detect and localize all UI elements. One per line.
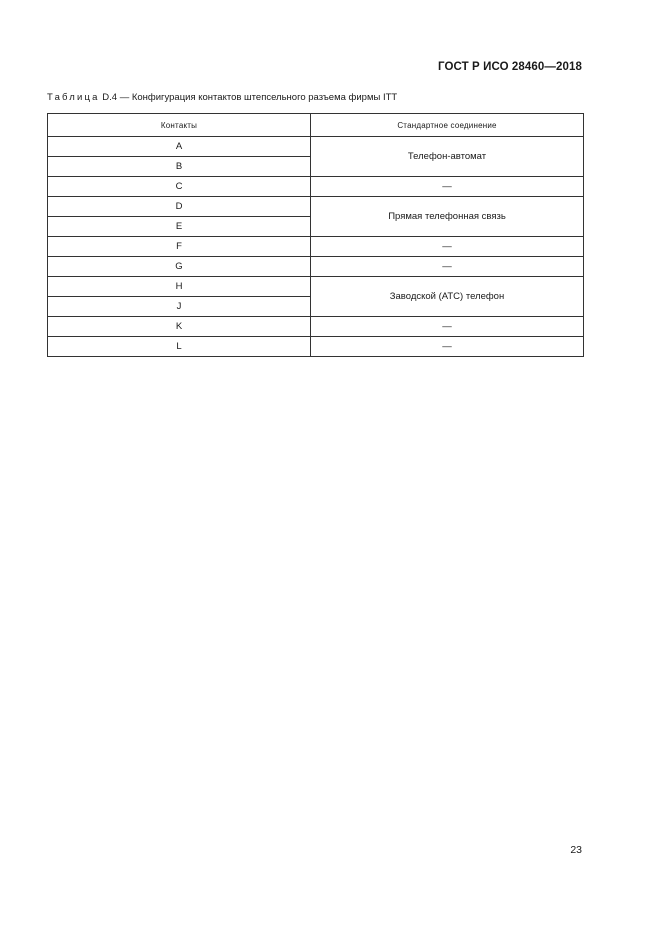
contact-cell: E [48, 217, 311, 237]
connection-cell: — [311, 257, 584, 277]
table-row [48, 257, 584, 277]
connection-cell: — [311, 237, 584, 257]
contact-cell: H [48, 277, 311, 297]
document-header: ГОСТ Р ИСО 28460—2018 [437, 61, 582, 73]
table-caption [47, 92, 397, 103]
contact-cell: L [48, 337, 311, 357]
table-row [48, 317, 584, 337]
connection-cell: Прямая телефонная связь [311, 197, 584, 237]
table-row [48, 277, 584, 297]
contact-cell: D [48, 197, 311, 217]
column-header-contacts: Контакты [48, 114, 311, 137]
table-row [48, 237, 584, 257]
connection-cell: — [311, 317, 584, 337]
connection-cell: Телефон-автомат [311, 137, 584, 177]
table-row [48, 197, 584, 217]
table-row [48, 137, 584, 157]
contact-cell: K [48, 317, 311, 337]
column-header-connection: Стандартное соединение [311, 114, 584, 137]
table-caption-text: D.4 — Конфигурация контактов штепсельного разъема фирмы ITT [99, 92, 398, 103]
contact-cell: F [48, 237, 311, 257]
contacts-table [47, 113, 584, 357]
contact-cell: B [48, 157, 311, 177]
table-row [48, 177, 584, 197]
connection-cell: — [311, 177, 584, 197]
page-number: 23 [570, 844, 582, 856]
table-caption-prefix: Таблица [47, 92, 100, 103]
contact-cell: A [48, 137, 311, 157]
table-row [48, 337, 584, 357]
connection-cell: Заводской (АТС) телефон [311, 277, 584, 317]
table-header-row [48, 114, 584, 137]
table-body [48, 137, 584, 357]
connection-cell: — [311, 337, 584, 357]
contact-cell: G [48, 257, 311, 277]
contact-cell: C [48, 177, 311, 197]
contact-cell: J [48, 297, 311, 317]
